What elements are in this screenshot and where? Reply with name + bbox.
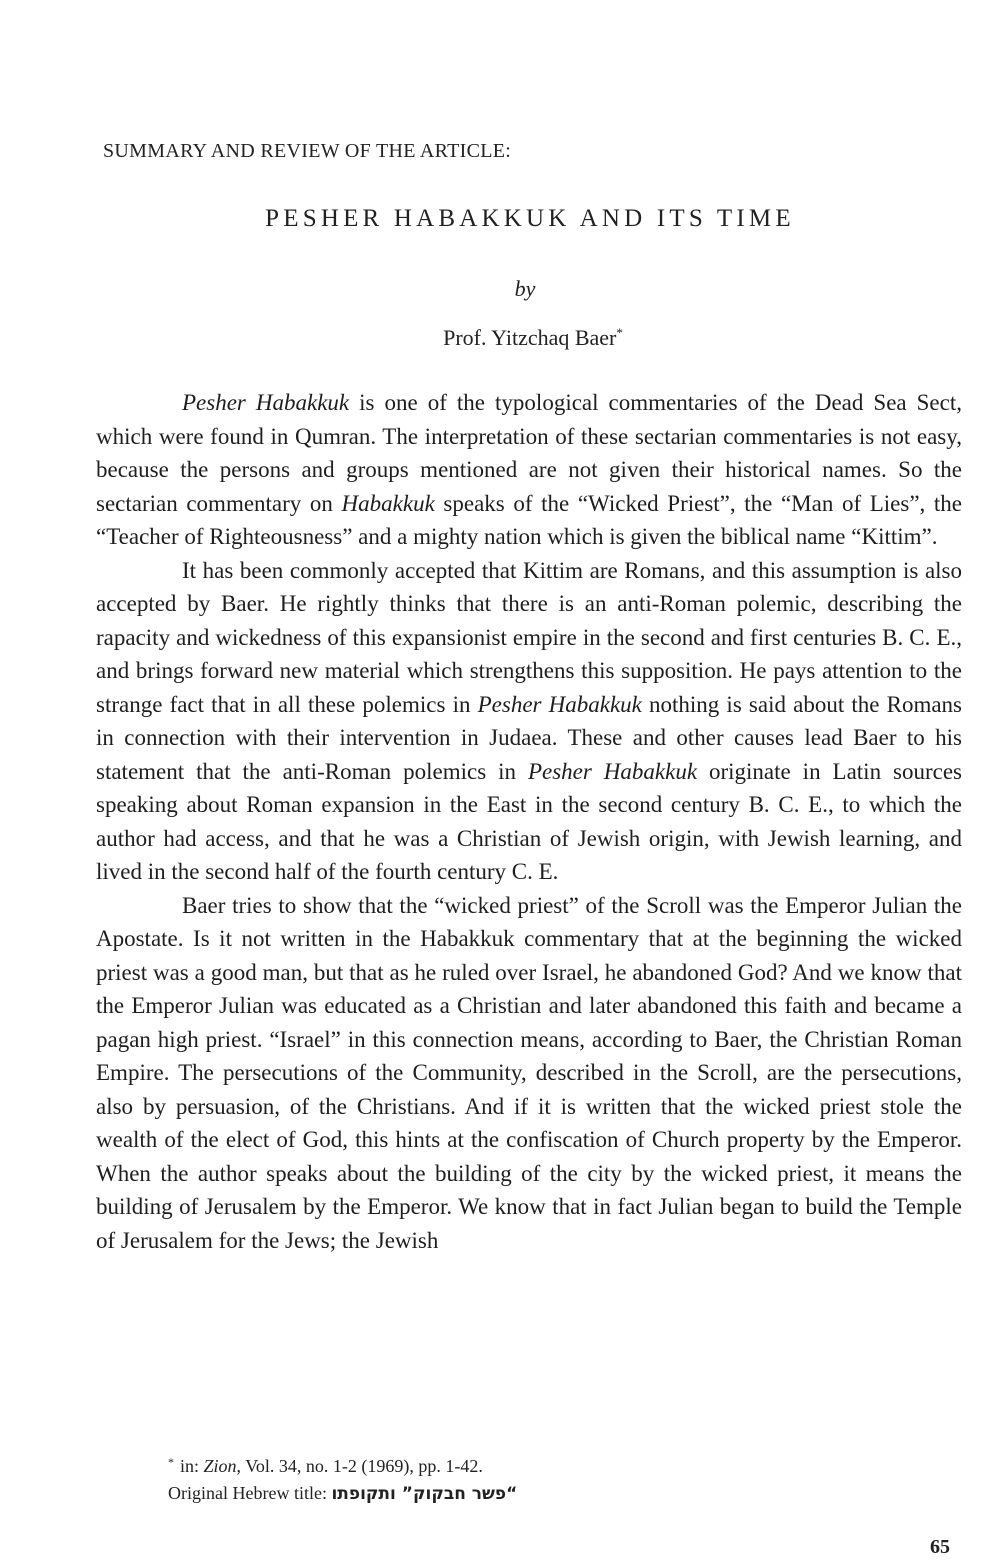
italic-title-text: Pesher Habakkuk: [477, 691, 642, 717]
paragraph-text: nothing is said about the Romans in connection with their intervention in Judaea. These and other causes lead Baer to his statement that the anti-Roman polemics in: [96, 691, 962, 784]
italic-title-text: Habakkuk: [341, 490, 435, 516]
footnote-star: *: [168, 1455, 174, 1469]
hebrew-title-label: Original Hebrew title:: [168, 1483, 332, 1503]
paragraph: [96, 889, 962, 1258]
footnote-citation: [168, 1449, 517, 1480]
footnote-marker: *: [616, 325, 623, 340]
author-line: [0, 325, 1000, 351]
article-body: [96, 386, 962, 1257]
footnote-prefix: in:: [180, 1456, 204, 1476]
paragraph-text: Baer tries to show that the “wicked priest” of the Scroll was the Emperor Julian the Apostate. Is it not written in the Habakkuk commentary that at the beginning the wicked priest was a good man, but that as he ruled over Israel, he abandoned God? And we know that the Emperor Julian was educated as a Christian and later abandoned this faith and became a pagan high priest. “Israel” in this connection means, according to Baer, the Christian Roman Empire. The persecutions of the Community, described in the Scroll, are the persecutions, also by persuasion, of the Christians. And if it is written that the wicked priest stole the wealth of the elect of God, this hints at the confiscation of Church property by the Emperor. When the author speaks about the building of the city by the wicked priest, it means the building of Jerusalem by the Emperor. We know that in fact Julian began to build the Temple of Jerusalem for the Jews; the Jewish: [96, 892, 962, 1253]
article-title: PESHER HABAKKUK AND ITS TIME: [265, 205, 795, 232]
page-number: 65: [930, 1536, 950, 1558]
paragraph-text: It has been commonly accepted that Kittim are Romans, and this assumption is also accepted by Baer. He rightly thinks that there is an anti-Roman polemic, describing the rapacity and wickedness of this expansionist empire in the second and first centuries B. C. E., and brings forward new material which strengthens this supposition. He pays attention to the strange fact that in all these polemics in: [96, 557, 962, 717]
paragraph-text: is one of the typological commentaries of the Dead Sea Sect, which were found in Qumran. The interpretation of these sectarian commentaries is not easy, because the persons and groups mentioned are not given their historical names. So the sectarian commentary on: [96, 390, 962, 516]
italic-title-text: Pesher Habakkuk: [182, 390, 350, 415]
journal-name: Zion: [203, 1456, 237, 1476]
paragraph: [96, 554, 962, 889]
author-name: Prof. Yitzchaq Baer: [443, 325, 617, 350]
hebrew-title: “פשר חבקוק” ותקופתו: [331, 1484, 518, 1504]
paragraph-text: speaks of the “Wicked Priest”, the “Man of Lies”, the “Teacher of Righteousness” and a mighty nation which is given the biblical name “Kittim”.: [96, 490, 962, 549]
byline-by: by: [514, 276, 536, 301]
paragraph: [96, 386, 962, 554]
footnote: [168, 1449, 517, 1508]
footnote-citation-details: , Vol. 34, no. 1-2 (1969), pp. 1-42.: [236, 1456, 483, 1476]
italic-title-text: Pesher Habakkuk: [527, 758, 698, 784]
article-kicker: SUMMARY AND REVIEW OF THE ARTICLE:: [103, 140, 512, 162]
paragraph-text: originate in Latin sources speaking about Roman expansion in the East in the second century B. C. E., to which the author had access, and that he was a Christian of Jewish origin, with Jewish learning, and lived in the second half of the fourth century C. E.: [96, 758, 962, 884]
footnote-hebrew-title: [168, 1480, 517, 1508]
